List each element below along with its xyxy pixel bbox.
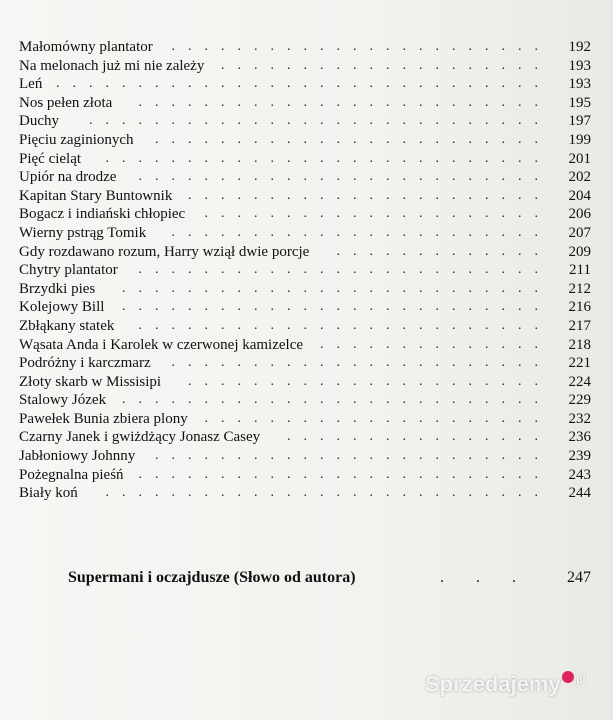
- toc-entry-title: Wąsata Anda i Karolek w czerwonej kamizelce: [19, 336, 304, 353]
- toc-entry-page-number: 217: [568, 317, 591, 334]
- toc-entry-page-number: 195: [568, 94, 591, 111]
- toc-entry-title: Małomówny plantator: [19, 39, 153, 55]
- toc-entry-title: Pięć cieląt: [19, 150, 82, 167]
- toc-entry-page-number: 239: [568, 448, 591, 465]
- watermark-logo: [425, 671, 585, 697]
- dot-leader: .......................: [171, 39, 551, 54]
- toc-entry: [19, 187, 591, 206]
- dot-leader: ..........................: [122, 392, 551, 408]
- toc-entry-title: Leń: [19, 76, 43, 93]
- toc-entry-title: Czarny Janek i gwiżdżący Jonasz Casey: [19, 429, 261, 446]
- toc-entry: [19, 75, 591, 94]
- dot-leader: .....................: [204, 206, 551, 222]
- toc-entry-page-number: 244: [568, 485, 591, 502]
- dot-leader: .......................: [171, 355, 551, 371]
- dot-leader: . . .: [440, 569, 530, 586]
- afterword-entry: [68, 566, 591, 590]
- toc-entry-page-number: 193: [568, 57, 591, 74]
- toc-entry-title: Złoty skarb w Missisipi: [19, 373, 162, 390]
- toc-entry-page-number: 212: [568, 280, 591, 297]
- toc-entry: [19, 280, 591, 299]
- toc-entry-page-number: 193: [568, 76, 591, 93]
- afterword-title: Supermani i oczajdusze (Słowo od autora): [68, 569, 356, 586]
- toc-entry: [19, 484, 591, 503]
- toc-entry: [19, 410, 591, 429]
- toc-entry-title: Zbłąkany statek: [19, 317, 115, 334]
- toc-entry-page-number: 197: [568, 113, 591, 130]
- toc-entry-title: Podróżny i karczmarz: [19, 355, 151, 372]
- toc-entry-title: Na melonach już mi nie zależy: [19, 57, 205, 74]
- dot-leader: ................: [287, 429, 551, 445]
- toc-entry: [19, 205, 591, 224]
- toc-entry: [19, 391, 591, 410]
- toc-entry-page-number: 216: [568, 299, 591, 316]
- toc-entry-title: Jabłoniowy Johnny: [19, 448, 136, 465]
- toc-entry: [19, 466, 591, 485]
- toc-entry: [19, 336, 591, 355]
- dot-leader: .........................: [138, 317, 551, 333]
- toc-entry-title: Bogacz i indiański chłopiec: [19, 206, 186, 223]
- watermark-text: Sprzedajemy: [425, 671, 561, 697]
- toc-entry-page-number: 229: [568, 392, 591, 409]
- toc-entry: [19, 354, 591, 373]
- toc-entry: [19, 243, 591, 262]
- dot-leader: .........................: [138, 169, 551, 185]
- afterword-page-number: 247: [567, 569, 591, 586]
- toc-entry-page-number: 224: [568, 373, 591, 390]
- toc-entry-page-number: 206: [568, 206, 591, 223]
- toc-entry-title: Chytry plantator: [19, 262, 118, 279]
- table-of-contents: [19, 38, 591, 503]
- watermark-tld: .pl: [573, 675, 586, 686]
- toc-entry-page-number: 211: [569, 262, 591, 279]
- dot-leader: ..............................: [56, 76, 551, 92]
- toc-entry: [19, 298, 591, 317]
- toc-entry: [19, 317, 591, 336]
- toc-entry-title: Duchy: [19, 113, 59, 130]
- toc-entry-title: Kolejowy Bill: [19, 299, 105, 316]
- toc-entry-page-number: 201: [568, 150, 591, 167]
- toc-entry: [19, 261, 591, 280]
- toc-entry-page-number: 199: [568, 131, 591, 148]
- dot-leader: ............................: [89, 113, 551, 129]
- toc-entry-page-number: 243: [568, 466, 591, 483]
- toc-entry-title: Brzydki pies: [19, 280, 96, 297]
- dot-leader: ...........................: [105, 150, 551, 166]
- dot-leader: ..........................: [122, 299, 551, 315]
- dot-leader: ........................: [155, 131, 551, 147]
- toc-entry-title: Kapitan Stary Buntownik: [19, 187, 173, 204]
- toc-entry: [19, 131, 591, 150]
- toc-entry-page-number: 209: [568, 243, 591, 260]
- toc-entry-page-number: 192: [568, 39, 591, 55]
- dot-leader: .....................: [204, 410, 551, 426]
- toc-entry: [19, 447, 591, 466]
- toc-entry-title: Pożegnalna pieśń: [19, 466, 124, 483]
- toc-entry-page-number: 207: [568, 224, 591, 241]
- dot-leader: .........................: [138, 466, 551, 482]
- toc-entry: [19, 112, 591, 131]
- toc-entry-title: Stalowy Józek: [19, 392, 107, 409]
- dot-leader: ..............: [320, 336, 551, 352]
- dot-leader: .........................: [138, 94, 551, 110]
- dot-leader: ......................: [188, 373, 551, 389]
- toc-entry-page-number: 236: [568, 429, 591, 446]
- toc-entry: [19, 224, 591, 243]
- toc-entry: [19, 168, 591, 187]
- dot-leader: .........................: [138, 262, 551, 278]
- toc-entry-title: Wierny pstrąg Tomik: [19, 224, 147, 241]
- toc-entry-page-number: 232: [568, 410, 591, 427]
- toc-entry-page-number: 204: [568, 187, 591, 204]
- toc-entry-title: Biały koń: [19, 485, 78, 502]
- toc-entry: [19, 428, 591, 447]
- toc-entry-page-number: 218: [568, 336, 591, 353]
- dot-leader: .............: [336, 243, 551, 259]
- toc-entry: [19, 57, 591, 76]
- toc-entry-title: Upiór na drodze: [19, 169, 117, 186]
- dot-leader: ....................: [221, 57, 551, 73]
- toc-entry-title: Pawełek Bunia zbiera plony: [19, 410, 188, 427]
- toc-entry: [19, 38, 591, 57]
- watermark-dot-icon: [562, 671, 574, 683]
- toc-entry-page-number: 202: [568, 169, 591, 186]
- dot-leader: ......................: [188, 187, 551, 203]
- toc-entry: [19, 373, 591, 392]
- dot-leader: ........................: [155, 448, 551, 464]
- dot-leader: ...........................: [105, 485, 551, 501]
- dot-leader: .......................: [171, 224, 551, 240]
- dot-leader: ..........................: [122, 280, 551, 296]
- toc-entry-title: Pięciu zaginionych: [19, 131, 134, 148]
- toc-entry-page-number: 221: [568, 355, 591, 372]
- toc-entry-title: Gdy rozdawano rozum, Harry wziął dwie porcje: [19, 243, 310, 260]
- toc-entry: [19, 94, 591, 113]
- toc-entry: [19, 150, 591, 169]
- toc-entry-title: Nos pełen złota: [19, 94, 113, 111]
